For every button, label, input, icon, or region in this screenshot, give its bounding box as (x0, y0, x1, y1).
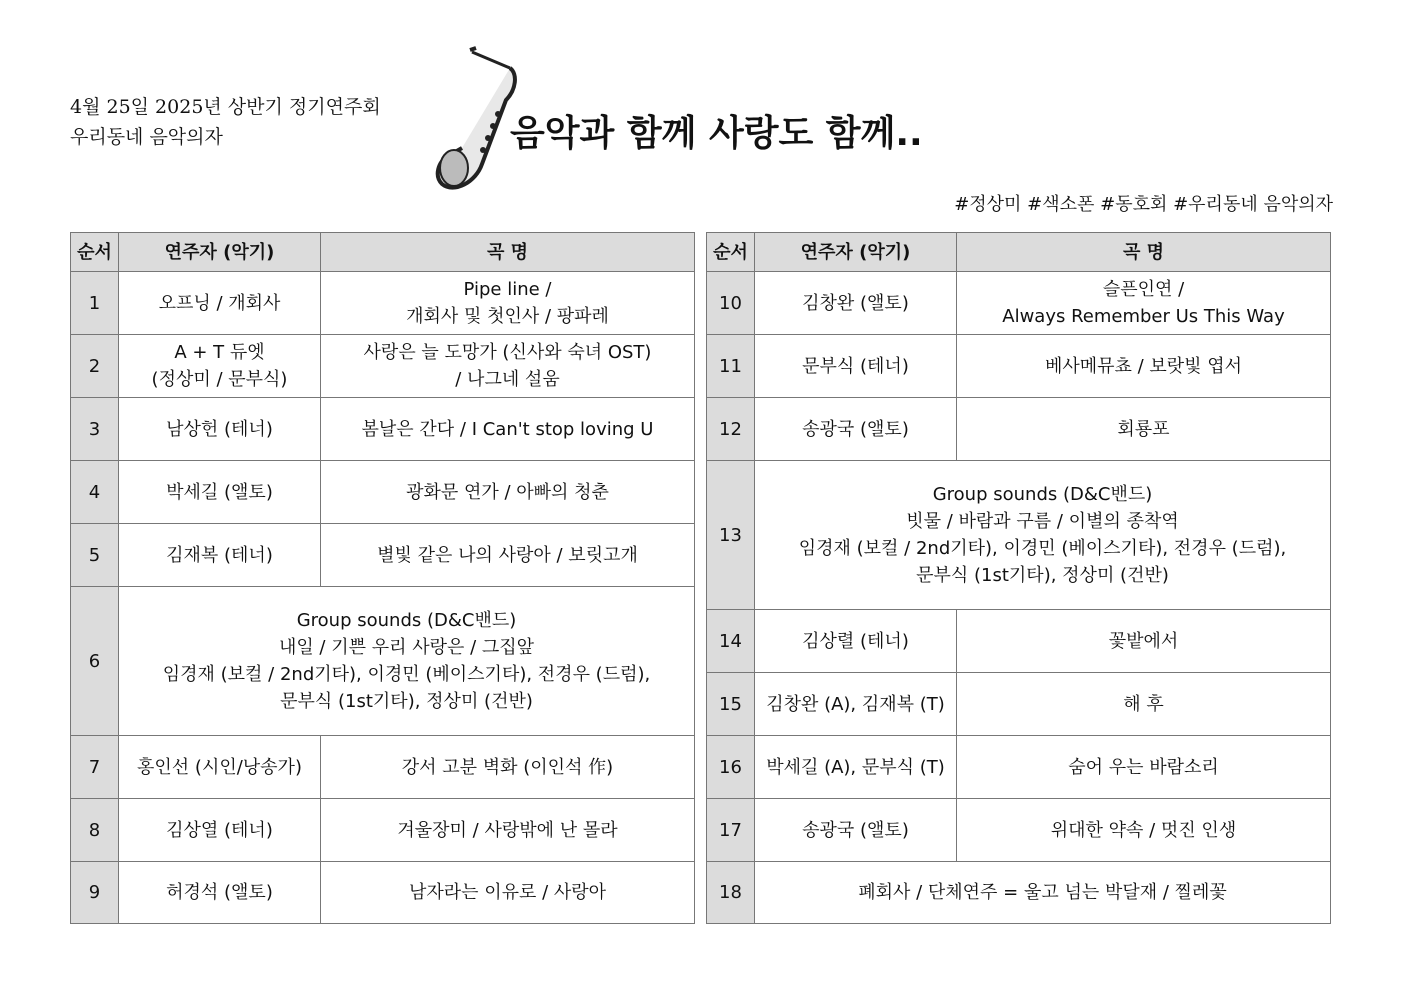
performer-line: 김창완 (A), 김재복 (T) (766, 693, 945, 715)
program-row (71, 862, 695, 924)
program-row (707, 272, 1331, 335)
order-number: 2 (71, 335, 119, 398)
song-line: 사랑은 늘 도망가 (신사와 숙녀 OST) (363, 342, 652, 363)
order-number: 9 (71, 862, 119, 924)
song-header: 곡 명 (957, 233, 1331, 272)
song-line: Always Remember Us This Way (1002, 306, 1285, 327)
merged-entry-line: 빗물 / 바람과 구름 / 이별의 종착역 (906, 511, 1179, 532)
order-number: 12 (707, 398, 755, 461)
program-row (707, 799, 1331, 862)
program-row (707, 610, 1331, 673)
song-cell (321, 272, 695, 335)
merged-entry-line: 내일 / 기쁜 우리 사랑은 / 그집앞 (278, 637, 535, 658)
program-row (707, 461, 1331, 610)
slogan (510, 100, 980, 170)
performer-line: 오프닝 / 개회사 (158, 292, 281, 314)
song-line: 별빛 같은 나의 사랑아 / 보릿고개 (377, 544, 638, 566)
song-line: / 나그네 설움 (455, 369, 560, 390)
performer-line: 김상렬 (테너) (802, 630, 909, 652)
program-row (71, 461, 695, 524)
song-line: 베사메뮤쵸 / 보랏빛 엽서 (1044, 355, 1243, 377)
performer-line: 송광국 (앨토) (802, 418, 909, 440)
performer-cell (755, 272, 957, 335)
song-line: 숨어 우는 바람소리 (1068, 756, 1219, 778)
song-line: 남자라는 이유로 / 사랑아 (408, 882, 607, 903)
program-row (71, 272, 695, 335)
performer-line: 허경석 (앨토) (166, 882, 273, 903)
song-cell (957, 398, 1331, 461)
performer-header: 연주자 (악기) (119, 233, 321, 272)
performer-cell (119, 335, 321, 398)
order-number: 10 (707, 272, 755, 335)
performer-cell (119, 272, 321, 335)
song-cell (321, 524, 695, 587)
program-row (707, 335, 1331, 398)
song-line: 봄날은 간다 / I Can't stop loving U (361, 418, 654, 440)
performer-cell (119, 862, 321, 924)
merged-entry (755, 461, 1331, 610)
merged-entry-line: 폐회사 / 단체연주 = 울고 넘는 박달재 / 찔레꽃 (858, 882, 1227, 903)
performer-cell (755, 610, 957, 673)
merged-entry (119, 587, 695, 736)
merged-entry-line: Group sounds (D&C밴드) (932, 484, 1153, 505)
concert-header (70, 92, 381, 152)
song-cell (957, 673, 1331, 736)
order-number: 16 (707, 736, 755, 799)
performer-cell (119, 398, 321, 461)
order-number: 8 (71, 799, 119, 862)
group-name: 우리동네 음악의자 (70, 126, 223, 148)
performer-cell (119, 799, 321, 862)
order-number: 7 (71, 736, 119, 799)
order-header: 순서 (71, 233, 119, 272)
song-line: 강서 고분 벽화 (이인석 作) (401, 756, 614, 778)
performer-line: 김재복 (테너) (166, 544, 273, 566)
performer-cell (119, 524, 321, 587)
song-cell (957, 736, 1331, 799)
order-number: 18 (707, 862, 755, 924)
song-line: 해 후 (1123, 693, 1164, 715)
song-cell (321, 461, 695, 524)
saxophone-icon (432, 44, 522, 204)
order-number: 5 (71, 524, 119, 587)
performer-line: 김창완 (앨토) (802, 292, 909, 314)
program-table-left (70, 232, 695, 924)
program-row (71, 736, 695, 799)
performer-cell (119, 736, 321, 799)
order-number: 1 (71, 272, 119, 335)
program-row (707, 862, 1331, 924)
order-number: 4 (71, 461, 119, 524)
song-cell (321, 335, 695, 398)
performer-line: 김상열 (테너) (166, 819, 273, 841)
merged-entry-line: 문부식 (1st기타), 정상미 (건반) (916, 565, 1169, 586)
order-number: 3 (71, 398, 119, 461)
performer-cell (755, 398, 957, 461)
performer-line: A + T 듀엣 (174, 342, 265, 363)
order-number: 6 (71, 587, 119, 736)
program-row (71, 799, 695, 862)
order-number: 11 (707, 335, 755, 398)
song-cell (321, 398, 695, 461)
performer-cell (755, 335, 957, 398)
performer-cell (755, 673, 957, 736)
merged-entry-line: 문부식 (1st기타), 정상미 (건반) (280, 691, 533, 712)
song-cell (957, 272, 1331, 335)
program-row (707, 673, 1331, 736)
program-row (71, 335, 695, 398)
program-table-right (706, 232, 1331, 924)
song-cell (321, 736, 695, 799)
program-row (707, 736, 1331, 799)
performer-cell (755, 736, 957, 799)
song-line: 위대한 약속 / 멋진 인생 (1050, 819, 1237, 841)
performer-line: (정상미 / 문부식) (151, 369, 288, 390)
order-number: 13 (707, 461, 755, 610)
program-row (71, 524, 695, 587)
order-header: 순서 (707, 233, 755, 272)
merged-entry-line: 임경재 (보컬 / 2nd기타), 이경민 (베이스기타), 전경우 (드럼), (798, 538, 1287, 559)
program-row (707, 398, 1331, 461)
slogan-text: 음악과 함께 사랑도 함께.. (510, 113, 923, 154)
table-header-row (707, 233, 1331, 272)
merged-entry-line: Group sounds (D&C밴드) (296, 610, 517, 631)
song-line: 광화문 연가 / 아빠의 청춘 (406, 481, 609, 503)
order-number: 17 (707, 799, 755, 862)
performer-line: 송광국 (앨토) (802, 819, 909, 841)
program-row (71, 587, 695, 736)
song-cell (321, 862, 695, 924)
song-line: Pipe line / (463, 279, 552, 300)
hashtags: #정상미 #색소폰 #동호회 #우리동네 음악의자 (954, 194, 1333, 215)
song-cell (321, 799, 695, 862)
order-number: 14 (707, 610, 755, 673)
song-cell (957, 799, 1331, 862)
program-row (71, 398, 695, 461)
performer-line: 박세길 (A), 문부식 (T) (766, 756, 945, 778)
song-cell (957, 335, 1331, 398)
performer-line: 남상헌 (테너) (166, 418, 273, 440)
performer-line: 박세길 (앨토) (166, 481, 273, 503)
song-line: 겨울장미 / 사랑밖에 난 몰라 (397, 819, 618, 841)
concert-title: 4월 25일 2025년 상반기 정기연주회 (70, 96, 381, 118)
song-header: 곡 명 (321, 233, 695, 272)
table-header-row (71, 233, 695, 272)
song-line: 회룡포 (1117, 418, 1170, 440)
merged-entry (755, 862, 1331, 924)
performer-cell (755, 799, 957, 862)
performer-header: 연주자 (악기) (755, 233, 957, 272)
order-number: 15 (707, 673, 755, 736)
merged-entry-line: 임경재 (보컬 / 2nd기타), 이경민 (베이스기타), 전경우 (드럼), (162, 664, 651, 685)
performer-line: 문부식 (테너) (802, 355, 909, 377)
song-line: 개회사 및 첫인사 / 팡파레 (406, 306, 609, 327)
performer-cell (119, 461, 321, 524)
song-line: 꽃밭에서 (1108, 630, 1179, 652)
song-cell (957, 610, 1331, 673)
song-line: 슬픈인연 / (1102, 279, 1185, 300)
performer-line: 홍인선 (시인/낭송가) (137, 756, 302, 778)
